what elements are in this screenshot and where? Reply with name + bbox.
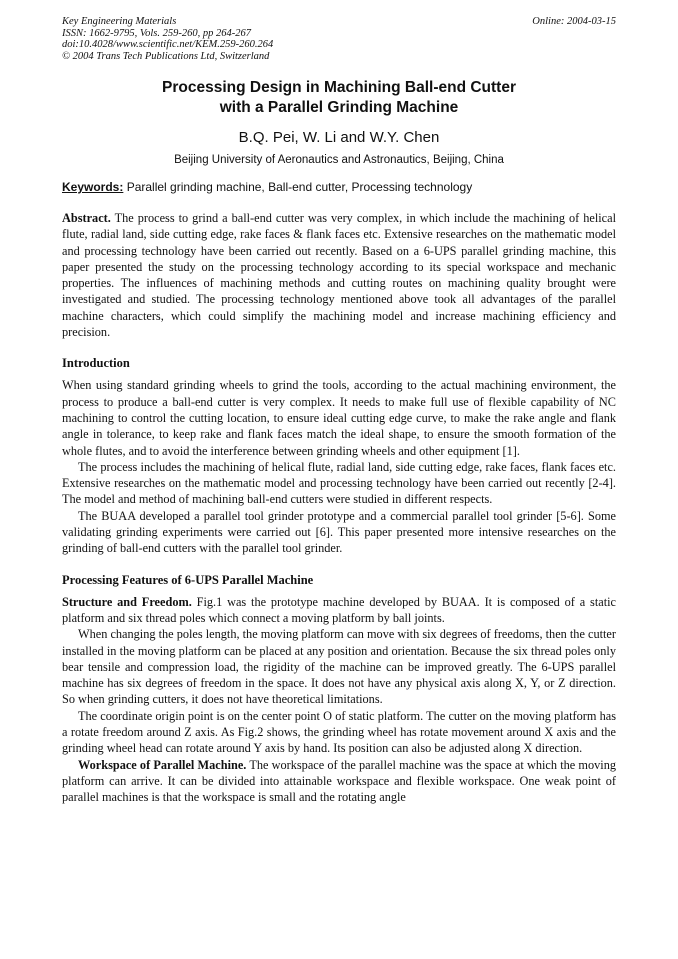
affiliation: Beijing University of Aeronautics and Astronautics, Beijing, China — [174, 154, 504, 166]
keywords — [62, 180, 616, 194]
workspace-paragraph — [62, 757, 616, 806]
publication-header — [62, 16, 616, 68]
section-heading-introduction: Introduction — [62, 356, 130, 371]
abstract-text: The process to grind a ball-end cutter was very complex, in which include the machining of helical flute, radial land, side cutting edge, rake faces & flank faces etc. Extensive researches on the mathematic model and processing technology have been carried out recently. Based on a 6-UPS parallel grinding machine, this paper presented the study on the processing technology according to its special workspace and mechanic properties. The influences of machining methods and cutting routes on machining quality brought were investigated and studied. The processing technology mentioned above took all advantages of the parallel machine characters, which could simplify the machining model and increase machining efficiency and precision. — [62, 211, 616, 340]
workspace-subheading: Workspace of Parallel Machine. — [78, 757, 247, 772]
workspace-text: The workspace of the parallel machine was the space at which the moving platform can arrive. It can be divided into attainable workspace and flexible workspace. One weak point of parallel machines is that the workspace is small and the rotating angle — [62, 757, 616, 805]
intro-paragraph-1: When using standard grinding wheels to grind the tools, according to the actual machining environment, the process to produce a ball-end cutter is very complex. It needs to make full use of flexible capability of NC machining to control the cutting location, to ensure ideal cutting edge curve, to make the rake angle and flank angle in tolerance, to keep rake and flank faces match the ideal shape, to ensure the smooth formation of the whole flutes, and to avoid the interference between grinding wheels and other equipment [1]. — [62, 378, 616, 458]
copyright-line: © 2004 Trans Tech Publications Ltd, Switzerland — [62, 50, 270, 62]
authors: B.Q. Pei, W. Li and W.Y. Chen — [238, 129, 440, 146]
keywords-label: Keywords: — [62, 180, 124, 194]
title-line-1: Processing Design in Machining Ball-end Cutter — [162, 79, 516, 96]
structure-paragraph-3: The coordinate origin point is on the center point O of static platform. The cutter on the moving platform has a rotate freedom around Z axis. As Fig.2 shows, the grinding wheel has rotate movement around X axis and the grinding wheel head can rotate around Y axis by hand. Its position can also be adjusted along X direction. — [62, 708, 616, 756]
doi-line[interactable]: doi:10.4028/www.scientific.net/KEM.259-260.264 — [62, 39, 274, 50]
faded-header-line — [62, 62, 616, 68]
title-line-2: with a Parallel Grinding Machine — [219, 99, 459, 116]
journal-name: Key Engineering Materials — [62, 16, 177, 27]
keywords-text: Parallel grinding machine, Ball-end cutter, Processing technology — [123, 180, 473, 194]
section-heading-processing-features: Processing Features of 6-UPS Parallel Machine — [62, 572, 314, 587]
structure-text: Fig.1 was the prototype machine developed by BUAA. It is composed of a static platform and six thread poles which connect a moving platform by ball joints. — [62, 594, 616, 625]
intro-paragraph-2: The process includes the machining of helical flute, radial land, side cutting edge, rake faces, flank faces etc. Extensive researches on the mathematic model and processing technology have been carried out recently [2-4]. The model and method of machining ball-end cutters were studied in different respects. — [62, 459, 616, 507]
intro-paragraph-3: The BUAA developed a parallel tool grinder prototype and a commercial parallel tool grinder [5-6]. Some validating grinding experiments were carried out [6]. This paper presented more intensive researches on the grinding of ball-end cutters with the parallel tool grinder. — [62, 508, 616, 556]
abstract-label: Abstract. — [62, 211, 111, 225]
online-date: Online: 2004-03-15 — [532, 16, 616, 27]
abstract — [62, 210, 616, 340]
structure-subheading: Structure and Freedom. — [62, 594, 192, 609]
issn-line: ISSN: 1662-9795, Vols. 259-260, pp 264-267 — [62, 27, 251, 39]
structure-paragraph-1 — [62, 594, 616, 627]
paper-title — [62, 78, 616, 118]
structure-paragraph-2: When changing the poles length, the moving platform can move with six degrees of freedoms, then the cutter installed in the moving platform can be placed at any position and orientation. Because the six thread poles only bear tensile and compression load, the rigidity of the machine can be improved greatly. The 6-UPS parallel machine has six degrees of freedom in the space. It does not have any physical axis along X, Y, or Z direction. So when grinding cutters, it does not have theoretical limitations. — [62, 627, 616, 707]
